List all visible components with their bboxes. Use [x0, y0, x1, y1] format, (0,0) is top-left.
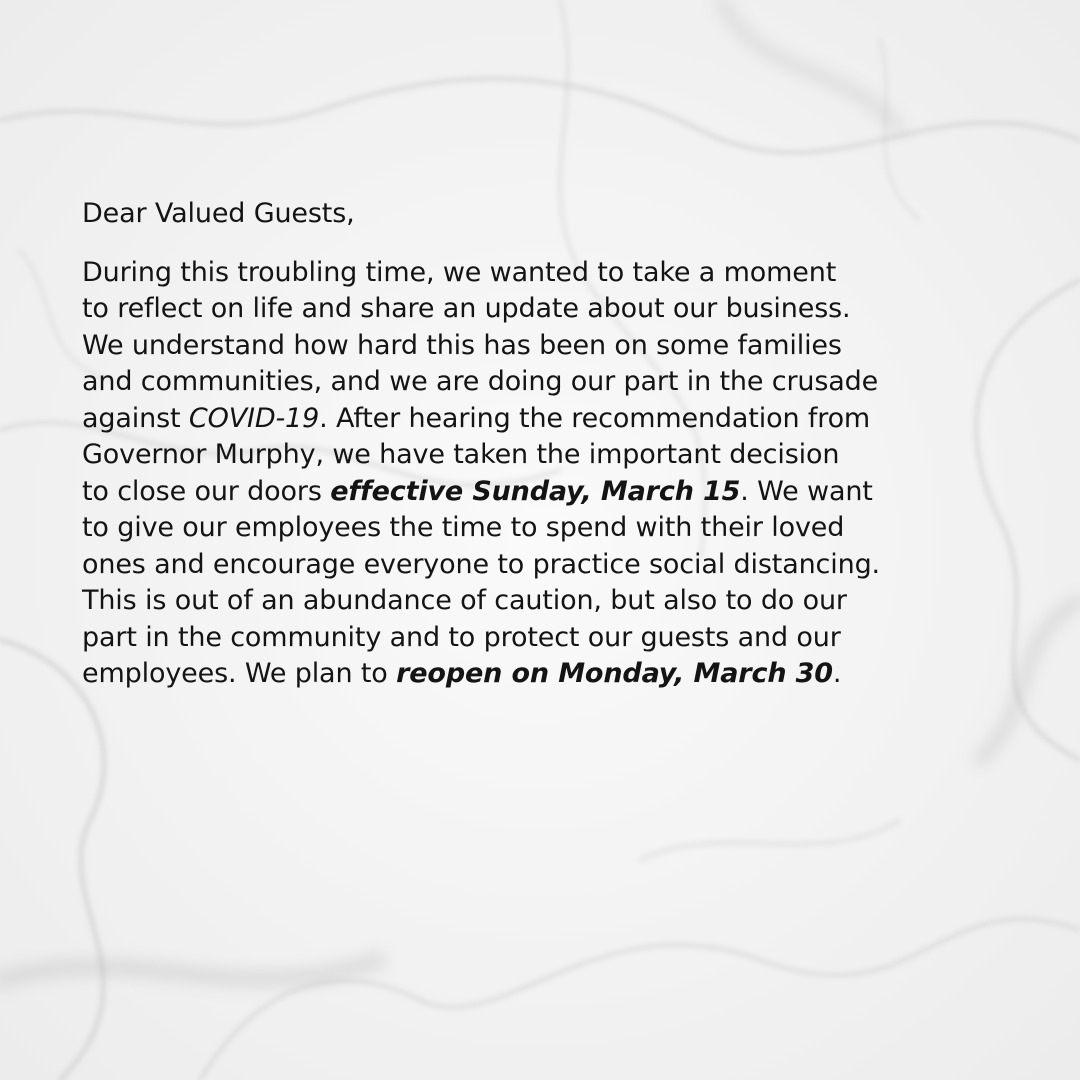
- letter-line: This is out of an abundance of caution, but also to do our: [82, 585, 847, 616]
- reopen-date-emphasis: reopen on Monday, March 30: [396, 658, 833, 689]
- closure-announcement-letter: [82, 196, 1012, 693]
- letter-line: part in the community and to protect our guests and our: [82, 621, 841, 653]
- letter-line: and communities, and we are doing our part in the crusade: [82, 366, 879, 397]
- letter-salutation: Dear Valued Guests,: [82, 198, 355, 229]
- letter-line: to reflect on life and share an update about our business.: [82, 293, 851, 324]
- letter-line: to give our employees the time to spend with their loved: [82, 512, 845, 543]
- letter-body: [82, 255, 1012, 693]
- letter-line: ones and encourage everyone to practice social distancing.: [82, 548, 880, 580]
- covid-italic-text: COVID-19: [188, 402, 320, 434]
- closing-date-emphasis: effective Sunday, March 15: [330, 475, 741, 507]
- letter-line: to close our doors effective Sunday, March 15. We want: [82, 475, 873, 507]
- letter-line: Governor Murphy, we have taken the important decision: [82, 439, 840, 470]
- letter-line: We understand how hard this has been on some families: [82, 329, 842, 361]
- letter-line: During this troubling time, we wanted to take a moment: [82, 256, 837, 288]
- letter-line: employees. We plan to reopen on Monday, March 30.: [82, 658, 842, 689]
- letter-line: against COVID-19. After hearing the recommendation from: [82, 402, 871, 434]
